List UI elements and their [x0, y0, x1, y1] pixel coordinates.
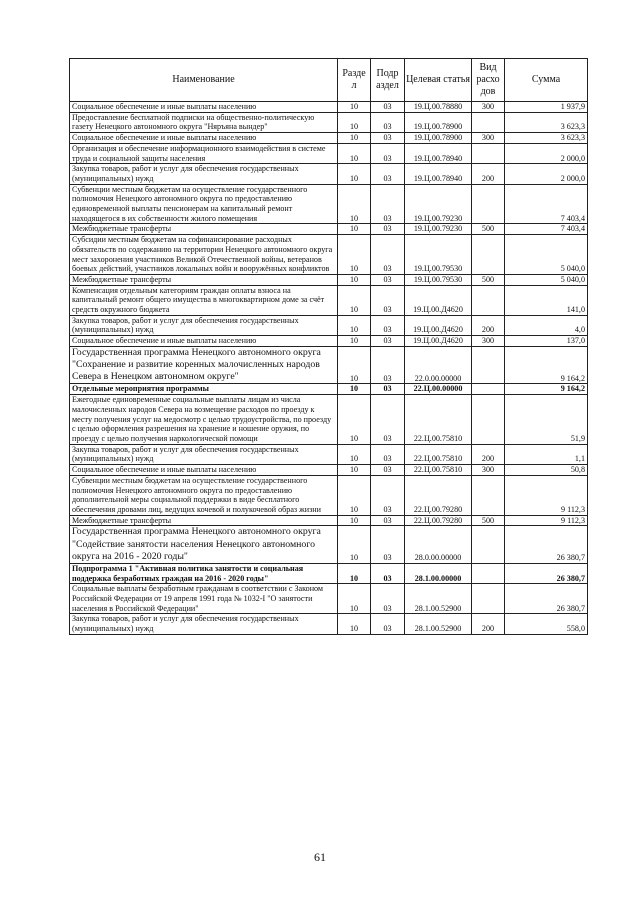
cell-podrazdel: 03 — [371, 475, 405, 515]
cell-summa: 9 112,3 — [505, 475, 588, 515]
cell-celevaya-statya: 19.Ц.00.79530 — [405, 235, 472, 275]
cell-celevaya-statya: 22.Ц.00.79280 — [405, 475, 472, 515]
cell-celevaya-statya: 19.Ц.00.79530 — [405, 274, 472, 285]
cell-podrazdel: 03 — [371, 444, 405, 464]
cell-celevaya-statya: 22.0.00.00000 — [405, 346, 472, 384]
cell-name: Межбюджетные трансферты — [70, 274, 338, 285]
cell-razdel: 10 — [338, 315, 371, 335]
cell-razdel: 10 — [338, 133, 371, 144]
cell-summa: 141,0 — [505, 285, 588, 315]
cell-celevaya-statya: 28.1.00.52900 — [405, 584, 472, 614]
table-row — [70, 285, 588, 315]
budget-table — [69, 58, 588, 635]
cell-podrazdel: 03 — [371, 614, 405, 634]
header-celevaya-statya: Целевая статья — [405, 59, 472, 102]
table-row — [70, 315, 588, 335]
cell-razdel: 10 — [338, 384, 371, 395]
cell-vid-raskhodov: 300 — [472, 102, 505, 113]
cell-razdel: 10 — [338, 584, 371, 614]
table-row — [70, 475, 588, 515]
cell-razdel: 10 — [338, 224, 371, 235]
cell-summa: 558,0 — [505, 614, 588, 634]
table-row — [70, 274, 588, 285]
cell-podrazdel: 03 — [371, 274, 405, 285]
cell-vid-raskhodov — [472, 395, 505, 445]
cell-vid-raskhodov — [472, 184, 505, 224]
cell-razdel: 10 — [338, 184, 371, 224]
cell-celevaya-statya: 22.Ц.00.75810 — [405, 465, 472, 476]
cell-summa: 2 000,0 — [505, 143, 588, 163]
table-row — [70, 444, 588, 464]
cell-name: Социальное обеспечение и иные выплаты населению — [70, 133, 338, 144]
cell-podrazdel: 03 — [371, 143, 405, 163]
cell-podrazdel: 03 — [371, 515, 405, 526]
cell-razdel: 10 — [338, 614, 371, 634]
table-row — [70, 346, 588, 384]
cell-summa: 4,0 — [505, 315, 588, 335]
cell-celevaya-statya: 28.1.00.52900 — [405, 614, 472, 634]
cell-razdel: 10 — [338, 102, 371, 113]
cell-razdel: 10 — [338, 274, 371, 285]
cell-podrazdel: 03 — [371, 563, 405, 583]
cell-podrazdel: 03 — [371, 465, 405, 476]
table-row — [70, 235, 588, 275]
cell-vid-raskhodov: 200 — [472, 444, 505, 464]
cell-vid-raskhodov: 300 — [472, 465, 505, 476]
header-summa: Сумма — [505, 59, 588, 102]
cell-podrazdel: 03 — [371, 395, 405, 445]
cell-podrazdel: 03 — [371, 285, 405, 315]
cell-podrazdel: 03 — [371, 224, 405, 235]
cell-summa: 26 380,7 — [505, 584, 588, 614]
cell-vid-raskhodov — [472, 475, 505, 515]
table-row — [70, 224, 588, 235]
cell-celevaya-statya: 28.0.00.00000 — [405, 526, 472, 564]
cell-vid-raskhodov — [472, 584, 505, 614]
cell-vid-raskhodov: 500 — [472, 274, 505, 285]
cell-razdel: 10 — [338, 395, 371, 445]
table-row — [70, 184, 588, 224]
cell-name: Предоставление бесплатной подписки на общественно-политическую газету Ненецкого автономного округа "Няръяна вындер" — [70, 112, 338, 132]
table-row — [70, 465, 588, 476]
cell-vid-raskhodov — [472, 235, 505, 275]
cell-summa: 7 403,4 — [505, 184, 588, 224]
cell-summa: 1,1 — [505, 444, 588, 464]
table-row — [70, 395, 588, 445]
cell-razdel: 10 — [338, 336, 371, 347]
table-row — [70, 143, 588, 163]
cell-summa: 9 164,2 — [505, 384, 588, 395]
cell-podrazdel: 03 — [371, 184, 405, 224]
cell-razdel: 10 — [338, 526, 371, 564]
cell-celevaya-statya: 19.Ц.00.78900 — [405, 112, 472, 132]
table-row — [70, 102, 588, 113]
cell-razdel: 10 — [338, 475, 371, 515]
cell-name: Закупка товаров, работ и услуг для обеспечения государственных (муниципальных) нужд — [70, 164, 338, 184]
cell-vid-raskhodov: 200 — [472, 164, 505, 184]
cell-summa: 7 403,4 — [505, 224, 588, 235]
cell-name: Закупка товаров, работ и услуг для обеспечения государственных (муниципальных) нужд — [70, 315, 338, 335]
cell-celevaya-statya: 19.Ц.00.Д4620 — [405, 315, 472, 335]
cell-podrazdel: 03 — [371, 112, 405, 132]
cell-razdel: 10 — [338, 346, 371, 384]
cell-summa: 137,0 — [505, 336, 588, 347]
cell-podrazdel: 03 — [371, 346, 405, 384]
header-razdel: Разде л — [338, 59, 371, 102]
cell-summa: 1 937,9 — [505, 102, 588, 113]
cell-summa: 2 000,0 — [505, 164, 588, 184]
header-name: Наименование — [70, 59, 338, 102]
cell-name: Межбюджетные трансферты — [70, 224, 338, 235]
cell-name: Ежегодные единовременные социальные выплаты лицам из числа малочисленных народов Севера на возмещение расходов по проезду к месту получения услуг на медосмотр с целью трудоустройства, по проезду с целью оформления разрешения на хранение и ношение оружия, по проезду с целью получения наркологической помощи — [70, 395, 338, 445]
cell-vid-raskhodov: 500 — [472, 224, 505, 235]
cell-name: Социальное обеспечение и иные выплаты населению — [70, 465, 338, 476]
table-row — [70, 515, 588, 526]
cell-summa: 51,9 — [505, 395, 588, 445]
cell-vid-raskhodov — [472, 346, 505, 384]
cell-summa: 26 380,7 — [505, 526, 588, 564]
cell-vid-raskhodov — [472, 285, 505, 315]
cell-podrazdel: 03 — [371, 384, 405, 395]
cell-razdel: 10 — [338, 563, 371, 583]
cell-vid-raskhodov: 300 — [472, 133, 505, 144]
cell-name: Подпрограмма 1 "Активная политика занятости и социальная поддержка безработных граждан на 2016 - 2020 годы" — [70, 563, 338, 583]
cell-podrazdel: 03 — [371, 164, 405, 184]
cell-razdel: 10 — [338, 444, 371, 464]
page-number: 61 — [314, 850, 326, 864]
cell-name: Межбюджетные трансферты — [70, 515, 338, 526]
cell-celevaya-statya: 19.Ц.00.79230 — [405, 184, 472, 224]
table-row — [70, 112, 588, 132]
table-row — [70, 584, 588, 614]
cell-name: Субвенции местным бюджетам на осуществление государственного полномочия Ненецкого автономного округа по предоставлению дополнительной меры социальной поддержки в виде бесплатного обеспечения дровами лиц, ведущих кочевой и полукочевой образ жизни — [70, 475, 338, 515]
cell-summa: 3 623,3 — [505, 133, 588, 144]
header-podrazdel: Подр аздел — [371, 59, 405, 102]
cell-celevaya-statya: 19.Ц.00.78940 — [405, 143, 472, 163]
cell-name: Закупка товаров, работ и услуг для обеспечения государственных (муниципальных) нужд — [70, 614, 338, 634]
cell-celevaya-statya: 19.Ц.00.78900 — [405, 133, 472, 144]
cell-podrazdel: 03 — [371, 235, 405, 275]
cell-vid-raskhodov — [472, 526, 505, 564]
cell-celevaya-statya: 22.Ц.00.00000 — [405, 384, 472, 395]
cell-summa: 5 040,0 — [505, 274, 588, 285]
cell-podrazdel: 03 — [371, 584, 405, 614]
cell-summa: 50,8 — [505, 465, 588, 476]
table-row — [70, 384, 588, 395]
cell-celevaya-statya: 28.1.00.00000 — [405, 563, 472, 583]
cell-name: Организация и обеспечение информационного взаимодействия в системе труда и социальной защиты населения — [70, 143, 338, 163]
cell-razdel: 10 — [338, 112, 371, 132]
cell-name: Социальные выплаты безработным гражданам в соответствии с Законом Российской Федерации от 19 апреля 1991 года № 1032-I "О занятости населения в Российской Федерации" — [70, 584, 338, 614]
cell-name: Социальное обеспечение и иные выплаты населению — [70, 336, 338, 347]
cell-summa: 26 380,7 — [505, 563, 588, 583]
cell-name: Компенсация отдельным категориям граждан оплаты взноса на капитальный ремонт общего имущества в многоквартирном доме за счёт средств окружного бюджета — [70, 285, 338, 315]
table-row — [70, 164, 588, 184]
table-header-row — [70, 59, 588, 102]
cell-summa: 3 623,3 — [505, 112, 588, 132]
cell-summa: 9 112,3 — [505, 515, 588, 526]
cell-razdel: 10 — [338, 285, 371, 315]
cell-vid-raskhodov: 500 — [472, 515, 505, 526]
cell-razdel: 10 — [338, 143, 371, 163]
cell-razdel: 10 — [338, 465, 371, 476]
cell-podrazdel: 03 — [371, 315, 405, 335]
cell-podrazdel: 03 — [371, 133, 405, 144]
cell-celevaya-statya: 19.Ц.00.79230 — [405, 224, 472, 235]
table-body — [70, 102, 588, 635]
cell-summa: 9 164,2 — [505, 346, 588, 384]
cell-razdel: 10 — [338, 235, 371, 275]
cell-vid-raskhodov — [472, 384, 505, 395]
cell-celevaya-statya: 19.Ц.00.Д4620 — [405, 285, 472, 315]
cell-vid-raskhodov: 300 — [472, 336, 505, 347]
cell-name: Отдельные мероприятия программы — [70, 384, 338, 395]
table-row — [70, 614, 588, 634]
cell-celevaya-statya: 22.Ц.00.75810 — [405, 395, 472, 445]
cell-celevaya-statya: 19.Ц.00.78880 — [405, 102, 472, 113]
cell-celevaya-statya: 19.Ц.00.Д4620 — [405, 336, 472, 347]
cell-celevaya-statya: 19.Ц.00.78940 — [405, 164, 472, 184]
cell-vid-raskhodov: 200 — [472, 315, 505, 335]
cell-podrazdel: 03 — [371, 526, 405, 564]
cell-name: Государственная программа Ненецкого автономного округа "Содействие занятости населения Ненецкого автономного округа на 2016 - 2020 годы" — [70, 526, 338, 564]
cell-name: Социальное обеспечение и иные выплаты населению — [70, 102, 338, 113]
cell-vid-raskhodov — [472, 112, 505, 132]
cell-celevaya-statya: 22.Ц.00.75810 — [405, 444, 472, 464]
table-row — [70, 563, 588, 583]
cell-podrazdel: 03 — [371, 102, 405, 113]
cell-vid-raskhodov — [472, 143, 505, 163]
cell-podrazdel: 03 — [371, 336, 405, 347]
cell-vid-raskhodov — [472, 563, 505, 583]
table-row — [70, 133, 588, 144]
cell-razdel: 10 — [338, 164, 371, 184]
cell-celevaya-statya: 22.Ц.00.79280 — [405, 515, 472, 526]
cell-summa: 5 040,0 — [505, 235, 588, 275]
cell-razdel: 10 — [338, 515, 371, 526]
table-row — [70, 336, 588, 347]
header-vid-raskhodov: Вид расхо дов — [472, 59, 505, 102]
cell-vid-raskhodov: 200 — [472, 614, 505, 634]
cell-name: Субсидии местным бюджетам на софинансирование расходных обязательств по содержанию на территории Ненецкого автономного округа мест захоронения участников Великой Отечественной войны, ветеранов боевых действий, участников локальных войн и вооружённых конфликтов — [70, 235, 338, 275]
cell-name: Государственная программа Ненецкого автономного округа "Сохранение и развитие коренных малочисленных народов Севера в Ненецком автономном округе" — [70, 346, 338, 384]
table-row — [70, 526, 588, 564]
cell-name: Закупка товаров, работ и услуг для обеспечения государственных (муниципальных) нужд — [70, 444, 338, 464]
cell-name: Субвенции местным бюджетам на осуществление государственного полномочия Ненецкого автономного округа по предоставлению единовременной выплаты пенсионерам на капитальный ремонт находящегося в их собственности жилого помещения — [70, 184, 338, 224]
